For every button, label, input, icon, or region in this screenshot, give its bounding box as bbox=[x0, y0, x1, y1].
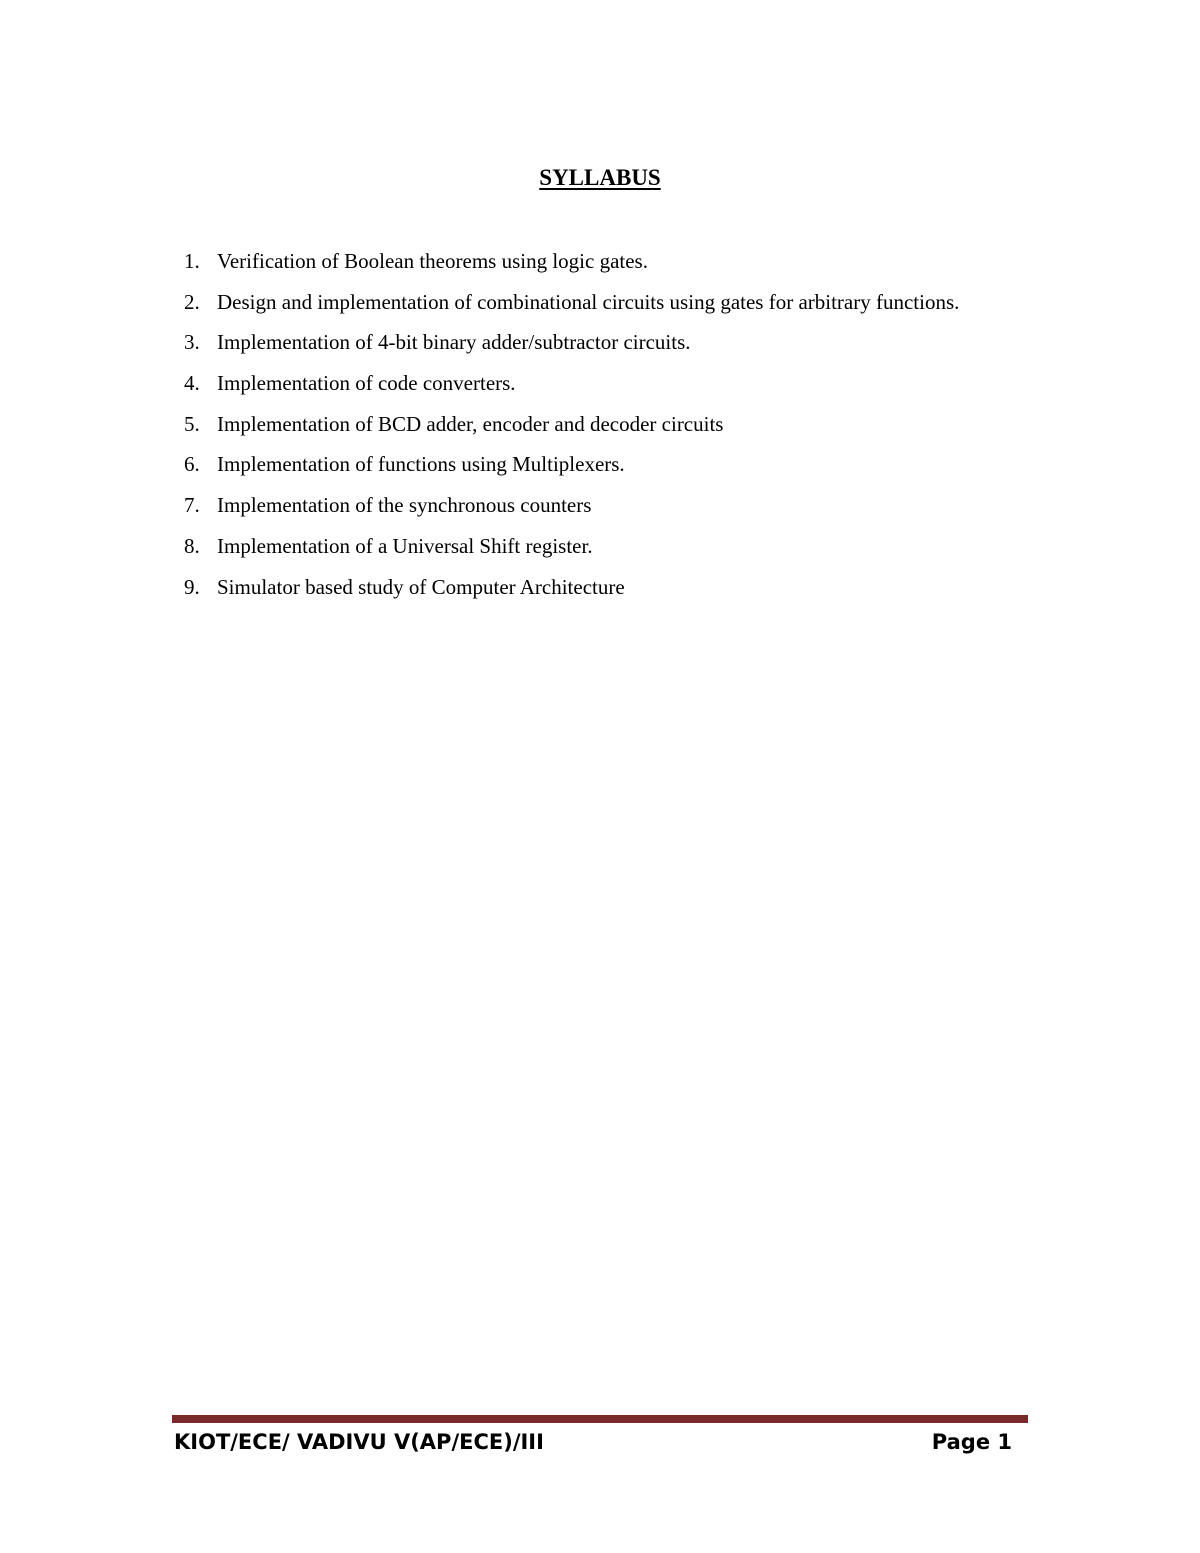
list-item-number: 1. bbox=[184, 249, 200, 273]
list-item bbox=[184, 327, 1084, 368]
list-item-text: Design and implementation of combinational circuits using gates for arbitrary functions. bbox=[217, 289, 960, 314]
footer-divider bbox=[172, 1415, 1028, 1423]
list-item-text: Verification of Boolean theorems using logic gates. bbox=[217, 249, 648, 273]
list-item-number: 7. bbox=[184, 493, 200, 518]
list-item-text: Simulator based study of Computer Architecture bbox=[217, 574, 625, 599]
list-item bbox=[184, 572, 1084, 613]
list-item-number: 8. bbox=[184, 533, 200, 558]
list-item-text: Implementation of 4-bit binary adder/subtractor circuits. bbox=[217, 330, 691, 355]
list-item bbox=[184, 287, 1084, 328]
list-item-number: 3. bbox=[184, 330, 200, 355]
page-title: SYLLABUS bbox=[539, 165, 661, 190]
list-item-text: Implementation of code converters. bbox=[217, 371, 516, 396]
list-item bbox=[184, 531, 1084, 572]
syllabus-list bbox=[184, 246, 1084, 612]
list-item-text: Implementation of BCD adder, encoder and decoder circuits bbox=[217, 411, 724, 436]
list-item-number: 6. bbox=[184, 452, 200, 477]
list-item-number: 9. bbox=[184, 574, 200, 599]
footer-author: KIOT/ECE/ VADIVU V(AP/ECE)/III bbox=[174, 1430, 544, 1454]
list-item bbox=[184, 368, 1084, 409]
list-item-text: Implementation of the synchronous counters bbox=[217, 493, 592, 518]
list-item-text: Implementation of a Universal Shift register. bbox=[217, 533, 593, 558]
list-item-text: Implementation of functions using Multiplexers. bbox=[217, 452, 625, 477]
page-number: Page 1 bbox=[931, 1430, 1012, 1454]
list-item bbox=[184, 490, 1084, 531]
list-item bbox=[184, 449, 1084, 490]
list-item-number: 2. bbox=[184, 289, 200, 314]
list-item-number: 4. bbox=[184, 371, 200, 396]
list-item bbox=[184, 246, 1084, 287]
list-item bbox=[184, 409, 1084, 450]
list-item-number: 5. bbox=[184, 411, 200, 436]
